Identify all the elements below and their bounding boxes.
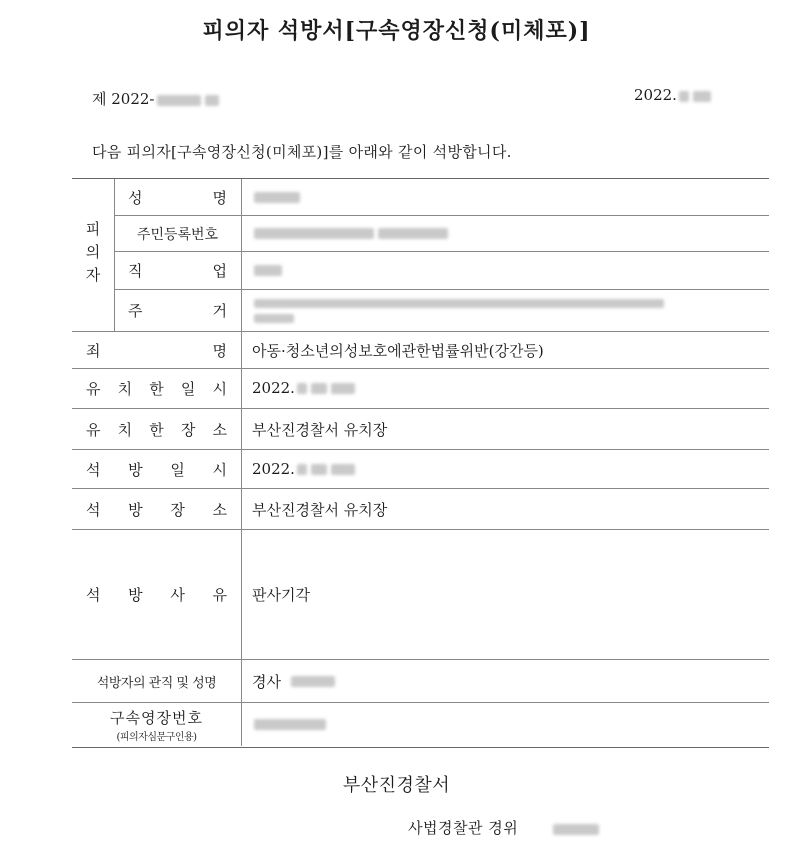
- redacted-text: [378, 228, 448, 239]
- release-place-row: [72, 489, 769, 530]
- redacted-text: [205, 95, 219, 106]
- suspect-group-label: 피의자: [72, 179, 115, 332]
- redacted-text: [254, 314, 294, 323]
- releaser-row: [72, 660, 769, 703]
- redacted-text: [254, 265, 282, 276]
- redacted-text: [254, 299, 664, 308]
- redacted-text: [553, 824, 599, 835]
- detain-date-label: 유 치 한 일 시: [86, 379, 227, 398]
- release-place-value: 부산진경찰서 유치장: [241, 489, 769, 529]
- name-value: [241, 179, 769, 215]
- releaser-value: 경사: [241, 660, 769, 702]
- address-label: 주 거: [128, 302, 227, 320]
- warrant-number-row: [72, 703, 769, 746]
- redacted-text: [254, 228, 374, 239]
- release-place-label: 석 방 장 소: [86, 500, 227, 519]
- officer-signature-line: 사법경찰관 경위: [408, 817, 601, 838]
- charge-row: [72, 331, 769, 369]
- release-reason-label: 석 방 사 유: [86, 586, 227, 604]
- release-date-value: 2022.: [241, 450, 769, 488]
- redacted-text: [331, 383, 355, 394]
- document-title: 피의자 석방서[구속영장신청(미체포)]: [202, 18, 591, 44]
- job-label: 직 업: [128, 262, 227, 280]
- redacted-text: [693, 91, 711, 102]
- address-value: [241, 290, 769, 331]
- release-date-row: [72, 450, 769, 489]
- redacted-text: [254, 192, 300, 203]
- police-station-name: 부산진경찰서: [342, 775, 451, 796]
- document-number-prefix: 제 2022-: [92, 90, 155, 108]
- release-reason-row: [72, 530, 769, 660]
- release-reason-value: 판사기각: [241, 530, 769, 659]
- suspect-job-row: [114, 252, 769, 290]
- redacted-text: [331, 464, 355, 475]
- job-value: [241, 252, 769, 289]
- redacted-text: [291, 676, 335, 687]
- redacted-text: [679, 91, 689, 102]
- suspect-address-row: [114, 290, 769, 331]
- releaser-label: 석방자의 관직 및 성명: [96, 675, 217, 691]
- detain-date-row: [72, 368, 769, 409]
- rrn-label: 주민등록번호: [136, 226, 219, 243]
- rrn-value: [241, 216, 769, 251]
- redacted-text: [297, 383, 307, 394]
- detain-place-value: 부산진경찰서 유치장: [241, 409, 769, 449]
- document-date: [634, 86, 713, 104]
- detain-place-label: 유 치 한 장 소: [86, 420, 227, 439]
- suspect-rrn-row: [114, 216, 769, 252]
- charge-value: 아동·청소년의성보호에관한법률위반(강간등): [241, 332, 769, 368]
- suspect-name-row: [114, 179, 769, 216]
- document-number: [92, 88, 221, 109]
- detain-place-row: [72, 409, 769, 450]
- warrant-number-label: 구속영장번호 (피의자심문구인용): [110, 708, 203, 743]
- redacted-text: [254, 719, 326, 730]
- redacted-text: [311, 383, 327, 394]
- redacted-text: [311, 464, 327, 475]
- document-date-prefix: 2022.: [634, 86, 677, 104]
- charge-label: 죄 명: [86, 341, 227, 360]
- release-date-label: 석 방 일 시: [86, 460, 227, 479]
- warrant-number-value: [241, 703, 769, 746]
- detain-date-value: 2022.: [241, 368, 769, 408]
- release-form-table: [72, 178, 769, 748]
- redacted-text: [297, 464, 307, 475]
- redacted-text: [157, 95, 201, 106]
- intro-sentence: 다음 피의자[구속영장신청(미체포)]를 아래와 같이 석방합니다.: [92, 143, 512, 161]
- name-label: 성 명: [128, 188, 227, 207]
